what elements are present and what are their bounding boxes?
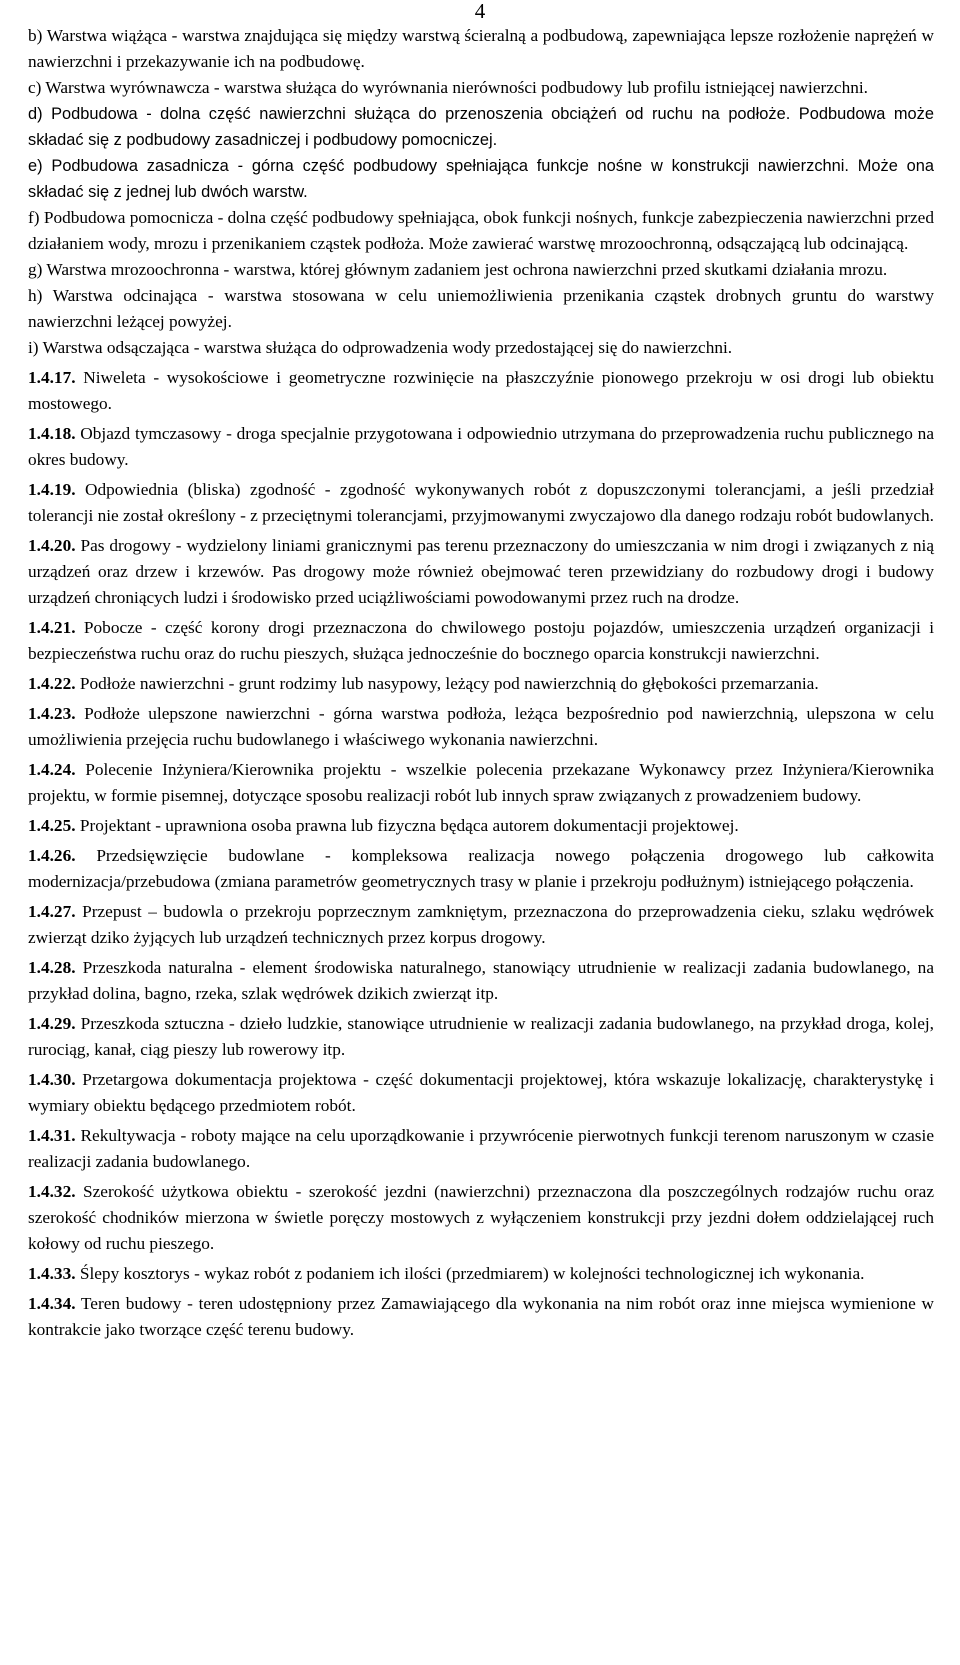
definition-1-4-23 bbox=[28, 701, 934, 753]
definition-1-4-33 bbox=[28, 1261, 934, 1287]
definition-text: Odpowiednia (bliska) zgodność - zgodność wykonywanych robót z dopuszczonymi tolerancjami, a jeśli przedział tolerancji nie został określony - z przeciętnymi tolerancjami, przyjmowanymi zwyczajowo dla danego rodzaju robót budowlanych. bbox=[28, 480, 934, 525]
definition-text: Ślepy kosztorys - wykaz robót z podaniem ich ilości (przedmiarem) w kolejności technologicznej ich wykonania. bbox=[75, 1264, 865, 1283]
definition-1-4-22 bbox=[28, 671, 934, 697]
definition-number: 1.4.33. bbox=[28, 1264, 76, 1283]
definition-number: 1.4.30. bbox=[28, 1070, 76, 1089]
definition-1-4-24 bbox=[28, 757, 934, 809]
definition-1-4-26 bbox=[28, 843, 934, 895]
definition-number: 1.4.29. bbox=[28, 1014, 76, 1033]
definition-1-4-28 bbox=[28, 955, 934, 1007]
definition-number: 1.4.26. bbox=[28, 846, 76, 865]
subitem-i: i) Warstwa odsączająca - warstwa służąca do odprowadzenia wody przedostającej się do nawierzchni. bbox=[28, 338, 733, 357]
definition-number: 1.4.28. bbox=[28, 958, 76, 977]
definition-1-4-20 bbox=[28, 533, 934, 611]
definition-1-4-30 bbox=[28, 1067, 934, 1119]
definition-number: 1.4.22. bbox=[28, 674, 76, 693]
definition-text: Niweleta - wysokościowe i geometryczne rozwinięcie na płaszczyźnie pionowego przekroju w osi drogi lub obiektu mostowego. bbox=[28, 368, 934, 413]
document-body bbox=[28, 23, 934, 1343]
definition-number: 1.4.31. bbox=[28, 1126, 76, 1145]
definition-1-4-21 bbox=[28, 615, 934, 667]
definition-1-4-18 bbox=[28, 421, 934, 473]
definition-1-4-34 bbox=[28, 1291, 934, 1343]
definition-number: 1.4.24. bbox=[28, 760, 76, 779]
definition-1-4-29 bbox=[28, 1011, 934, 1063]
subitem-f: f) Podbudowa pomocnicza - dolna część podbudowy spełniająca, obok funkcji nośnych, funkcje zabezpieczenia nawierzchni przed działaniem wody, mrozu i przenikaniem cząstek podłoża. Może zawierać warstwę mrozoochronną, odsączającą lub odcinającą. bbox=[28, 208, 934, 253]
subitem-h: h) Warstwa odcinająca - warstwa stosowana w celu uniemożliwienia przenikania cząstek drobnych gruntu do warstwy nawierzchni leżącej powyżej. bbox=[28, 286, 934, 331]
definition-text: Szerokość użytkowa obiektu - szerokość jezdni (nawierzchni) przeznaczona dla poszczególnych rodzajów ruchu oraz szerokość chodników mierzona w świetle poręczy mostowych z wyłączeniem konstrukcji przy jezdni dołem oddzielającej ruch kołowy od ruchu pieszego. bbox=[28, 1182, 934, 1253]
definition-text: Pobocze - część korony drogi przeznaczona do chwilowego postoju pojazdów, umieszczenia urządzeń organizacji i bezpieczeństwa ruchu oraz do ruchu pieszych, służąca jednocześnie do bocznego oparcia konstrukcji nawierzchni. bbox=[28, 618, 934, 663]
definition-number: 1.4.19. bbox=[28, 480, 76, 499]
definition-text: Przedsięwzięcie budowlane - kompleksowa realizacja nowego połączenia drogowego lub całkowita modernizacja/przebudowa (zmiana parametrów geometrycznych trasy w planie i przekroju podłużnym) istniejącego połączenia. bbox=[28, 846, 934, 891]
definition-number: 1.4.17. bbox=[28, 368, 76, 387]
definition-number: 1.4.23. bbox=[28, 704, 76, 723]
definition-text: Objazd tymczasowy - droga specjalnie przygotowana i odpowiednio utrzymana do przeprowadzenia ruchu publicznego na okres budowy. bbox=[28, 424, 934, 469]
definition-1-4-25 bbox=[28, 813, 934, 839]
definition-number: 1.4.21. bbox=[28, 618, 76, 637]
definition-number: 1.4.25. bbox=[28, 816, 76, 835]
subitem-c: c) Warstwa wyrównawcza - warstwa służąca do wyrównania nierówności podbudowy lub profilu istniejącej nawierzchni. bbox=[28, 78, 868, 97]
definition-text: Przeszkoda sztuczna - dzieło ludzkie, stanowiące utrudnienie w realizacji zadania budowlanego, na przykład droga, kolej, rurociąg, kanał, ciąg pieszy lub rowerowy itp. bbox=[28, 1014, 934, 1059]
definition-text: Przepust – budowla o przekroju poprzecznym zamkniętym, przeznaczona do przeprowadzenia cieku, szlaku wędrówek zwierząt dziko żyjących lub urządzeń technicznych przez korpus drogowy. bbox=[28, 902, 934, 947]
subitem-b: b) Warstwa wiążąca - warstwa znajdująca się między warstwą ścieralną a podbudową, zapewniająca lepsze rozłożenie naprężeń w nawierzchni i przekazywanie ich na podbudowę. bbox=[28, 26, 934, 71]
definition-1-4-27 bbox=[28, 899, 934, 951]
definition-number: 1.4.20. bbox=[28, 536, 76, 555]
subitem-g: g) Warstwa mrozoochronna - warstwa, której głównym zadaniem jest ochrona nawierzchni przed skutkami działania mrozu. bbox=[28, 260, 888, 279]
definition-text: Rekultywacja - roboty mające na celu uporządkowanie i przywrócenie pierwotnych funkcji terenom naruszonym w czasie realizacji zadania budowlanego. bbox=[28, 1126, 934, 1171]
definition-number: 1.4.32. bbox=[28, 1182, 76, 1201]
definition-text: Przeszkoda naturalna - element środowiska naturalnego, stanowiący utrudnienie w realizacji zadania budowlanego, na przykład dolina, bagno, rzeka, szlak wędrówek dzikich zwierząt itp. bbox=[28, 958, 934, 1003]
definition-1-4-32 bbox=[28, 1179, 934, 1257]
definition-text: Teren budowy - teren udostępniony przez Zamawiającego dla wykonania na nim robót oraz inne miejsca wymienione w kontrakcie jako tworzące część terenu budowy. bbox=[28, 1294, 934, 1339]
definition-number: 1.4.27. bbox=[28, 902, 76, 921]
definition-text: Pas drogowy - wydzielony liniami granicznymi pas terenu przeznaczony do umieszczania w nim drogi i związanych z nią urządzeń oraz drzew i krzewów. Pas drogowy może również obejmować teren przewidziany do rozbudowy drogi i budowy urządzeń chroniących ludzi i środowisko przed uciążliwościami powodowanymi przez ruch na drodze. bbox=[28, 536, 934, 607]
definition-text: Podłoże nawierzchni - grunt rodzimy lub nasypowy, leżący pod nawierzchnią do głębokości przemarzania. bbox=[75, 674, 819, 693]
definition-1-4-17 bbox=[28, 365, 934, 417]
definition-number: 1.4.18. bbox=[28, 424, 76, 443]
definition-text: Projektant - uprawniona osoba prawna lub fizyczna będąca autorem dokumentacji projektowej. bbox=[75, 816, 739, 835]
definition-1-4-19 bbox=[28, 477, 934, 529]
page-number: 4 bbox=[474, 0, 486, 23]
subitem-e: e) Podbudowa zasadnicza - górna część podbudowy spełniająca funkcje nośne w konstrukcji nawierzchni. Może ona składać się z jednej lub dwóch warstw. bbox=[28, 157, 934, 201]
subitem-d: d) Podbudowa - dolna część nawierzchni służąca do przenoszenia obciążeń od ruchu na podłoże. Podbudowa może składać się z podbudowy zasadniczej i podbudowy pomocniczej. bbox=[28, 105, 934, 149]
definition-1-4-31 bbox=[28, 1123, 934, 1175]
definition-text: Przetargowa dokumentacja projektowa - część dokumentacji projektowej, która wskazuje lokalizację, charakterystykę i wymiary obiektu będącego przedmiotem robót. bbox=[28, 1070, 934, 1115]
definition-text: Podłoże ulepszone nawierzchni - górna warstwa podłoża, leżąca bezpośrednio pod nawierzchnią, ulepszona w celu umożliwienia przejęcia ruchu budowlanego i właściwego wykonania nawierzchni. bbox=[28, 704, 934, 749]
definition-number: 1.4.34. bbox=[28, 1294, 76, 1313]
definition-text: Polecenie Inżyniera/Kierownika projektu - wszelkie polecenia przekazane Wykonawcy przez Inżyniera/Kierownika projektu, w formie pisemnej, dotyczące sposobu realizacji robót lub innych spraw związanych z prowadzeniem budowy. bbox=[28, 760, 934, 805]
